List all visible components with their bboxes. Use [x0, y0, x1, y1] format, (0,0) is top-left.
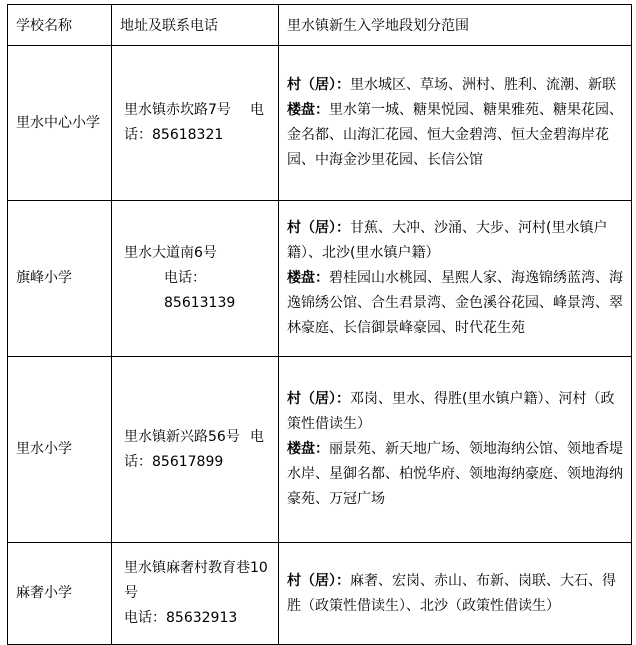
estate-text: 丽景苑、新天地广场、领地海纳公馆、领地香堤水岸、星御名都、柏悦华府、领地海纳豪庭、领地海纳豪苑、万冠广场 — [287, 441, 623, 507]
district-range-cell — [279, 46, 632, 201]
school-name-cell: 里水中心小学 — [8, 46, 112, 201]
phone-text: 电话：85632913 — [124, 610, 238, 626]
address-phone-cell — [112, 46, 279, 201]
village-line — [287, 387, 623, 437]
village-line — [287, 73, 623, 98]
village-text: 邓岗、里水、得胜(里水镇户籍）、河村（政策性借读生） — [287, 391, 615, 432]
school-name-cell: 里水小学 — [8, 357, 112, 543]
address-text: 里水镇麻奢村教育巷10号 — [124, 560, 268, 601]
address-phone-cell — [112, 357, 279, 543]
estate-line — [287, 98, 623, 173]
village-label: 村（居）： — [287, 391, 350, 407]
estate-line — [287, 266, 623, 341]
address-text: 里水镇新兴路56号 — [124, 428, 240, 445]
village-text: 甘蕉、大冲、沙涌、大步、河村(里水镇户籍）、北沙(里水镇户籍） — [287, 220, 608, 261]
header-district-range: 里水镇新生入学地段划分范围 — [279, 5, 632, 46]
village-text: 里水城区、草场、洲村、胜利、流潮、新联 — [350, 77, 616, 93]
table-row — [8, 46, 632, 201]
estate-label: 楼盘： — [287, 441, 329, 457]
estate-label: 楼盘： — [287, 270, 329, 286]
table-row — [8, 201, 632, 357]
school-name-cell: 旗峰小学 — [8, 201, 112, 357]
table-row — [8, 543, 632, 645]
village-line — [287, 216, 623, 266]
estate-text: 碧桂园山水桃园、星熙人家、海逸锦绣蓝湾、海逸锦绣公馆、合生君景湾、金色溪谷花园、峰景湾、翠林豪庭、长信御景峰豪园、时代花生苑 — [287, 270, 623, 336]
address-text: 里水镇赤坎路7号 — [124, 102, 231, 118]
school-name-cell: 麻奢小学 — [8, 543, 112, 645]
table-header-row — [8, 5, 632, 46]
table-row — [8, 357, 632, 543]
village-line — [287, 569, 623, 619]
village-text: 麻奢、宏岗、赤山、布新、岗联、大石、得胜（政策性借读生）、北沙（政策性借读生） — [287, 572, 616, 614]
village-label: 村（居）： — [287, 220, 350, 236]
phone-text: 话：85617899 — [124, 453, 224, 470]
phone-label-text: 电 — [250, 428, 264, 445]
header-school-name: 学校名称 — [8, 5, 112, 46]
village-label: 村（居）： — [287, 572, 350, 589]
village-label: 村（居）： — [287, 77, 350, 93]
estate-text: 里水第一城、糖果悦园、糖果雅苑、糖果花园、金名都、山海汇花园、恒大金碧湾、恒大金碧海岸花园、中海金沙里花园、长信公馆 — [287, 102, 623, 168]
phone-text: 电话：85613139 — [164, 270, 236, 311]
phone-text: 话：85618321 — [124, 127, 224, 143]
address-text: 里水大道南6号 — [124, 245, 217, 261]
address-phone-cell — [112, 543, 279, 645]
phone-label-text: 电 — [250, 102, 264, 118]
estate-line — [287, 437, 623, 512]
district-range-cell — [279, 543, 632, 645]
school-district-table — [7, 4, 632, 645]
header-address-phone: 地址及联系电话 — [112, 5, 279, 46]
district-range-cell — [279, 201, 632, 357]
estate-label: 楼盘： — [287, 102, 329, 118]
address-phone-cell — [112, 201, 279, 357]
district-range-cell — [279, 357, 632, 543]
